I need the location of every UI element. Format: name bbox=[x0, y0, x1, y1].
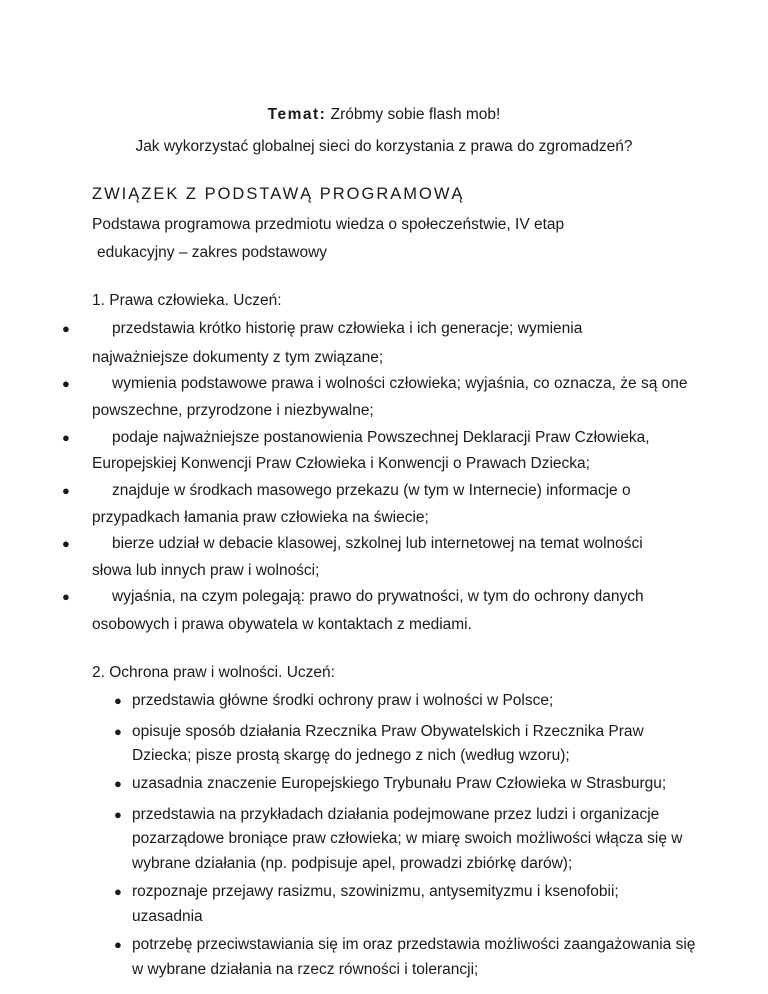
title-label: Temat: bbox=[267, 106, 327, 123]
list-item: uzasadnia znaczenie Europejskiego Trybunału Praw Człowieka w Strasburgu; bbox=[132, 775, 667, 792]
list-item-cont: przypadkach łamania praw człowieka na świecie; bbox=[92, 509, 429, 526]
list-item-cont: pozarządowe broniące praw człowieka; w miarę swoich możliwości włącza się w bbox=[132, 830, 683, 847]
list-item-cont: w wybrane działania na rzecz równości i tolerancji; bbox=[132, 961, 479, 978]
list-item: rozpoznaje przejawy rasizmu, szowinizmu, antysemityzmu i ksenofobii; bbox=[132, 883, 619, 900]
bullet-icon: ● bbox=[62, 321, 70, 336]
list-item-cont: najważniejsze dokumenty z tym związane; bbox=[92, 349, 384, 366]
bullet-icon: ● bbox=[114, 776, 122, 791]
lesson-title bbox=[0, 106, 768, 124]
bullet-icon: ● bbox=[114, 884, 122, 899]
list-item: przedstawia krótko historię praw człowieka i ich generacje; wymienia bbox=[112, 320, 583, 337]
bullet-icon: ● bbox=[114, 693, 122, 708]
list-item: bierze udział w debacie klasowej, szkolnej lub internetowej na temat wolności bbox=[112, 535, 643, 552]
bullet-icon: ● bbox=[62, 536, 70, 551]
topic-1-title: 1. Prawa człowieka. Uczeń: bbox=[92, 292, 282, 309]
bullet-icon: ● bbox=[62, 376, 70, 391]
list-item-cont: słowa lub innych praw i wolności; bbox=[92, 562, 320, 579]
list-item-cont: osobowych i prawa obywatela w kontaktach z mediami. bbox=[92, 616, 472, 633]
bullet-icon: ● bbox=[114, 807, 122, 822]
intro-line-1: Podstawa programowa przedmiotu wiedza o społeczeństwie, IV etap bbox=[92, 216, 565, 233]
list-item: wymienia podstawowe prawa i wolności człowieka; wyjaśnia, co oznacza, że są one bbox=[112, 375, 688, 392]
bullet-icon: ● bbox=[114, 937, 122, 952]
list-item: przedstawia główne środki ochrony praw i wolności w Polsce; bbox=[132, 692, 554, 709]
list-item-cont: uzasadnia bbox=[132, 908, 203, 925]
list-item-cont: powszechne, przyrodzone i niezbywalne; bbox=[92, 402, 374, 419]
list-item: wyjaśnia, na czym polegają: prawo do prywatności, w tym do ochrony danych bbox=[112, 588, 644, 605]
bullet-icon: ● bbox=[114, 724, 122, 739]
list-item: potrzebę przeciwstawiania się im oraz przedstawia możliwości zaangażowania się bbox=[132, 936, 696, 953]
subtitle: Jak wykorzystać globalnej sieci do korzystania z prawa do zgromadzeń? bbox=[135, 138, 633, 155]
bullet-icon: ● bbox=[62, 430, 70, 445]
list-item: podaje najważniejsze postanowienia Powszechnej Deklaracji Praw Człowieka, bbox=[112, 429, 650, 446]
list-item-cont: Dziecka; pisze prostą skargę do jednego z nich (według wzoru); bbox=[132, 747, 570, 764]
title-text: Zróbmy sobie flash mob! bbox=[330, 106, 501, 123]
bullet-icon: ● bbox=[62, 483, 70, 498]
list-item: przedstawia na przykładach działania podejmowane przez ludzi i organizacje bbox=[132, 806, 660, 823]
list-item-cont: Europejskiej Konwencji Praw Człowieka i Konwencji o Prawach Dziecka; bbox=[92, 455, 590, 472]
list-item: opisuje sposób działania Rzecznika Praw Obywatelskich i Rzecznika Praw bbox=[132, 723, 644, 740]
section-heading: ZWIĄZEK Z PODSTAWĄ PROGRAMOWĄ bbox=[92, 185, 465, 203]
list-item-cont: wybrane działania (np. podpisuje apel, prowadzi zbiórkę darów); bbox=[132, 855, 573, 872]
topic-2-title: 2. Ochrona praw i wolności. Uczeń: bbox=[92, 664, 335, 681]
list-item: znajduje w środkach masowego przekazu (w tym w Internecie) informacje o bbox=[112, 482, 631, 499]
intro-line-2: edukacyjny – zakres podstawowy bbox=[97, 244, 328, 261]
bullet-icon: ● bbox=[62, 589, 70, 604]
